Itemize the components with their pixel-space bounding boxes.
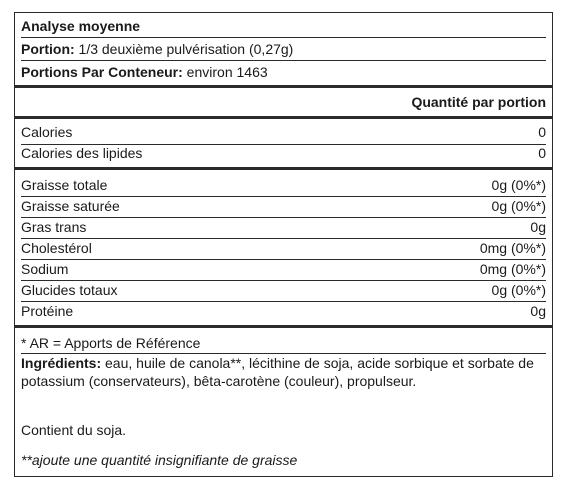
nutrient-value: 0 (538, 145, 546, 161)
allergen-note: Contient du soja. (21, 422, 127, 438)
nutrient-label: Gras trans (21, 219, 87, 235)
fat-footnote: **ajoute une quantité insignifiante de graisse (21, 452, 298, 468)
nutrient-value: 0g (0%*) (491, 282, 546, 298)
nutrient-label: Graisse totale (21, 177, 108, 193)
divider (21, 60, 546, 61)
nutrient-row-calories (21, 123, 546, 141)
ar-note: * AR = Apports de Référence (21, 335, 201, 351)
nutrient-value: 0mg (0%*) (479, 240, 546, 256)
nutrition-facts-panel (14, 12, 553, 477)
column-header: Quantité par portion (411, 94, 546, 110)
nutrient-label: Graisse saturée (21, 198, 120, 214)
nutrient-row-proteine (21, 302, 546, 320)
nutrient-value: 0mg (0%*) (479, 261, 546, 277)
ingredients-label: Ingrédients: (21, 355, 102, 371)
portion-value: 1/3 deuxième pulvérisation (0,27g) (74, 41, 294, 57)
nutrient-label: Cholestérol (21, 240, 92, 256)
nutrient-value: 0g (530, 219, 546, 235)
nutrient-value: 0 (538, 124, 546, 140)
thick-divider (15, 167, 552, 170)
nutrient-row-gras-trans (21, 218, 546, 236)
nutrient-label: Calories (21, 124, 73, 140)
nutrient-value: 0g (0%*) (491, 198, 546, 214)
servings-label: Portions Par Conteneur: (21, 64, 183, 80)
nutrient-label: Glucides totaux (21, 282, 118, 298)
nutrient-row-cholesterol (21, 239, 546, 257)
nutrient-value: 0g (530, 303, 546, 319)
servings-row (21, 63, 546, 81)
divider (21, 37, 546, 38)
thick-divider (15, 325, 552, 328)
ingredients-text: eau, huile de canola**, lécithine de soja, acide sorbique et sorbate de potassium (conservateurs), bêta-carotène (couleur), propulseur. (21, 355, 534, 389)
nutrient-label: Calories des lipides (21, 145, 143, 161)
thick-divider (15, 85, 552, 88)
nutrient-row-sodium (21, 260, 546, 278)
nutrient-row-graisse-saturee (21, 197, 546, 215)
nutrient-label: Sodium (21, 261, 69, 277)
nutrient-row-calories-lipides (21, 144, 546, 162)
nutrient-row-glucides-totaux (21, 281, 546, 299)
nutrient-label: Protéine (21, 303, 74, 319)
panel-title: Analyse moyenne (21, 18, 141, 34)
portion-row (21, 40, 546, 58)
nutrient-value: 0g (0%*) (491, 177, 546, 193)
portion-label: Portion: (21, 41, 75, 57)
servings-value: environ 1463 (182, 64, 268, 80)
nutrient-row-graisse-totale (21, 176, 546, 194)
ingredients-block (21, 354, 546, 390)
thick-divider (15, 116, 552, 119)
